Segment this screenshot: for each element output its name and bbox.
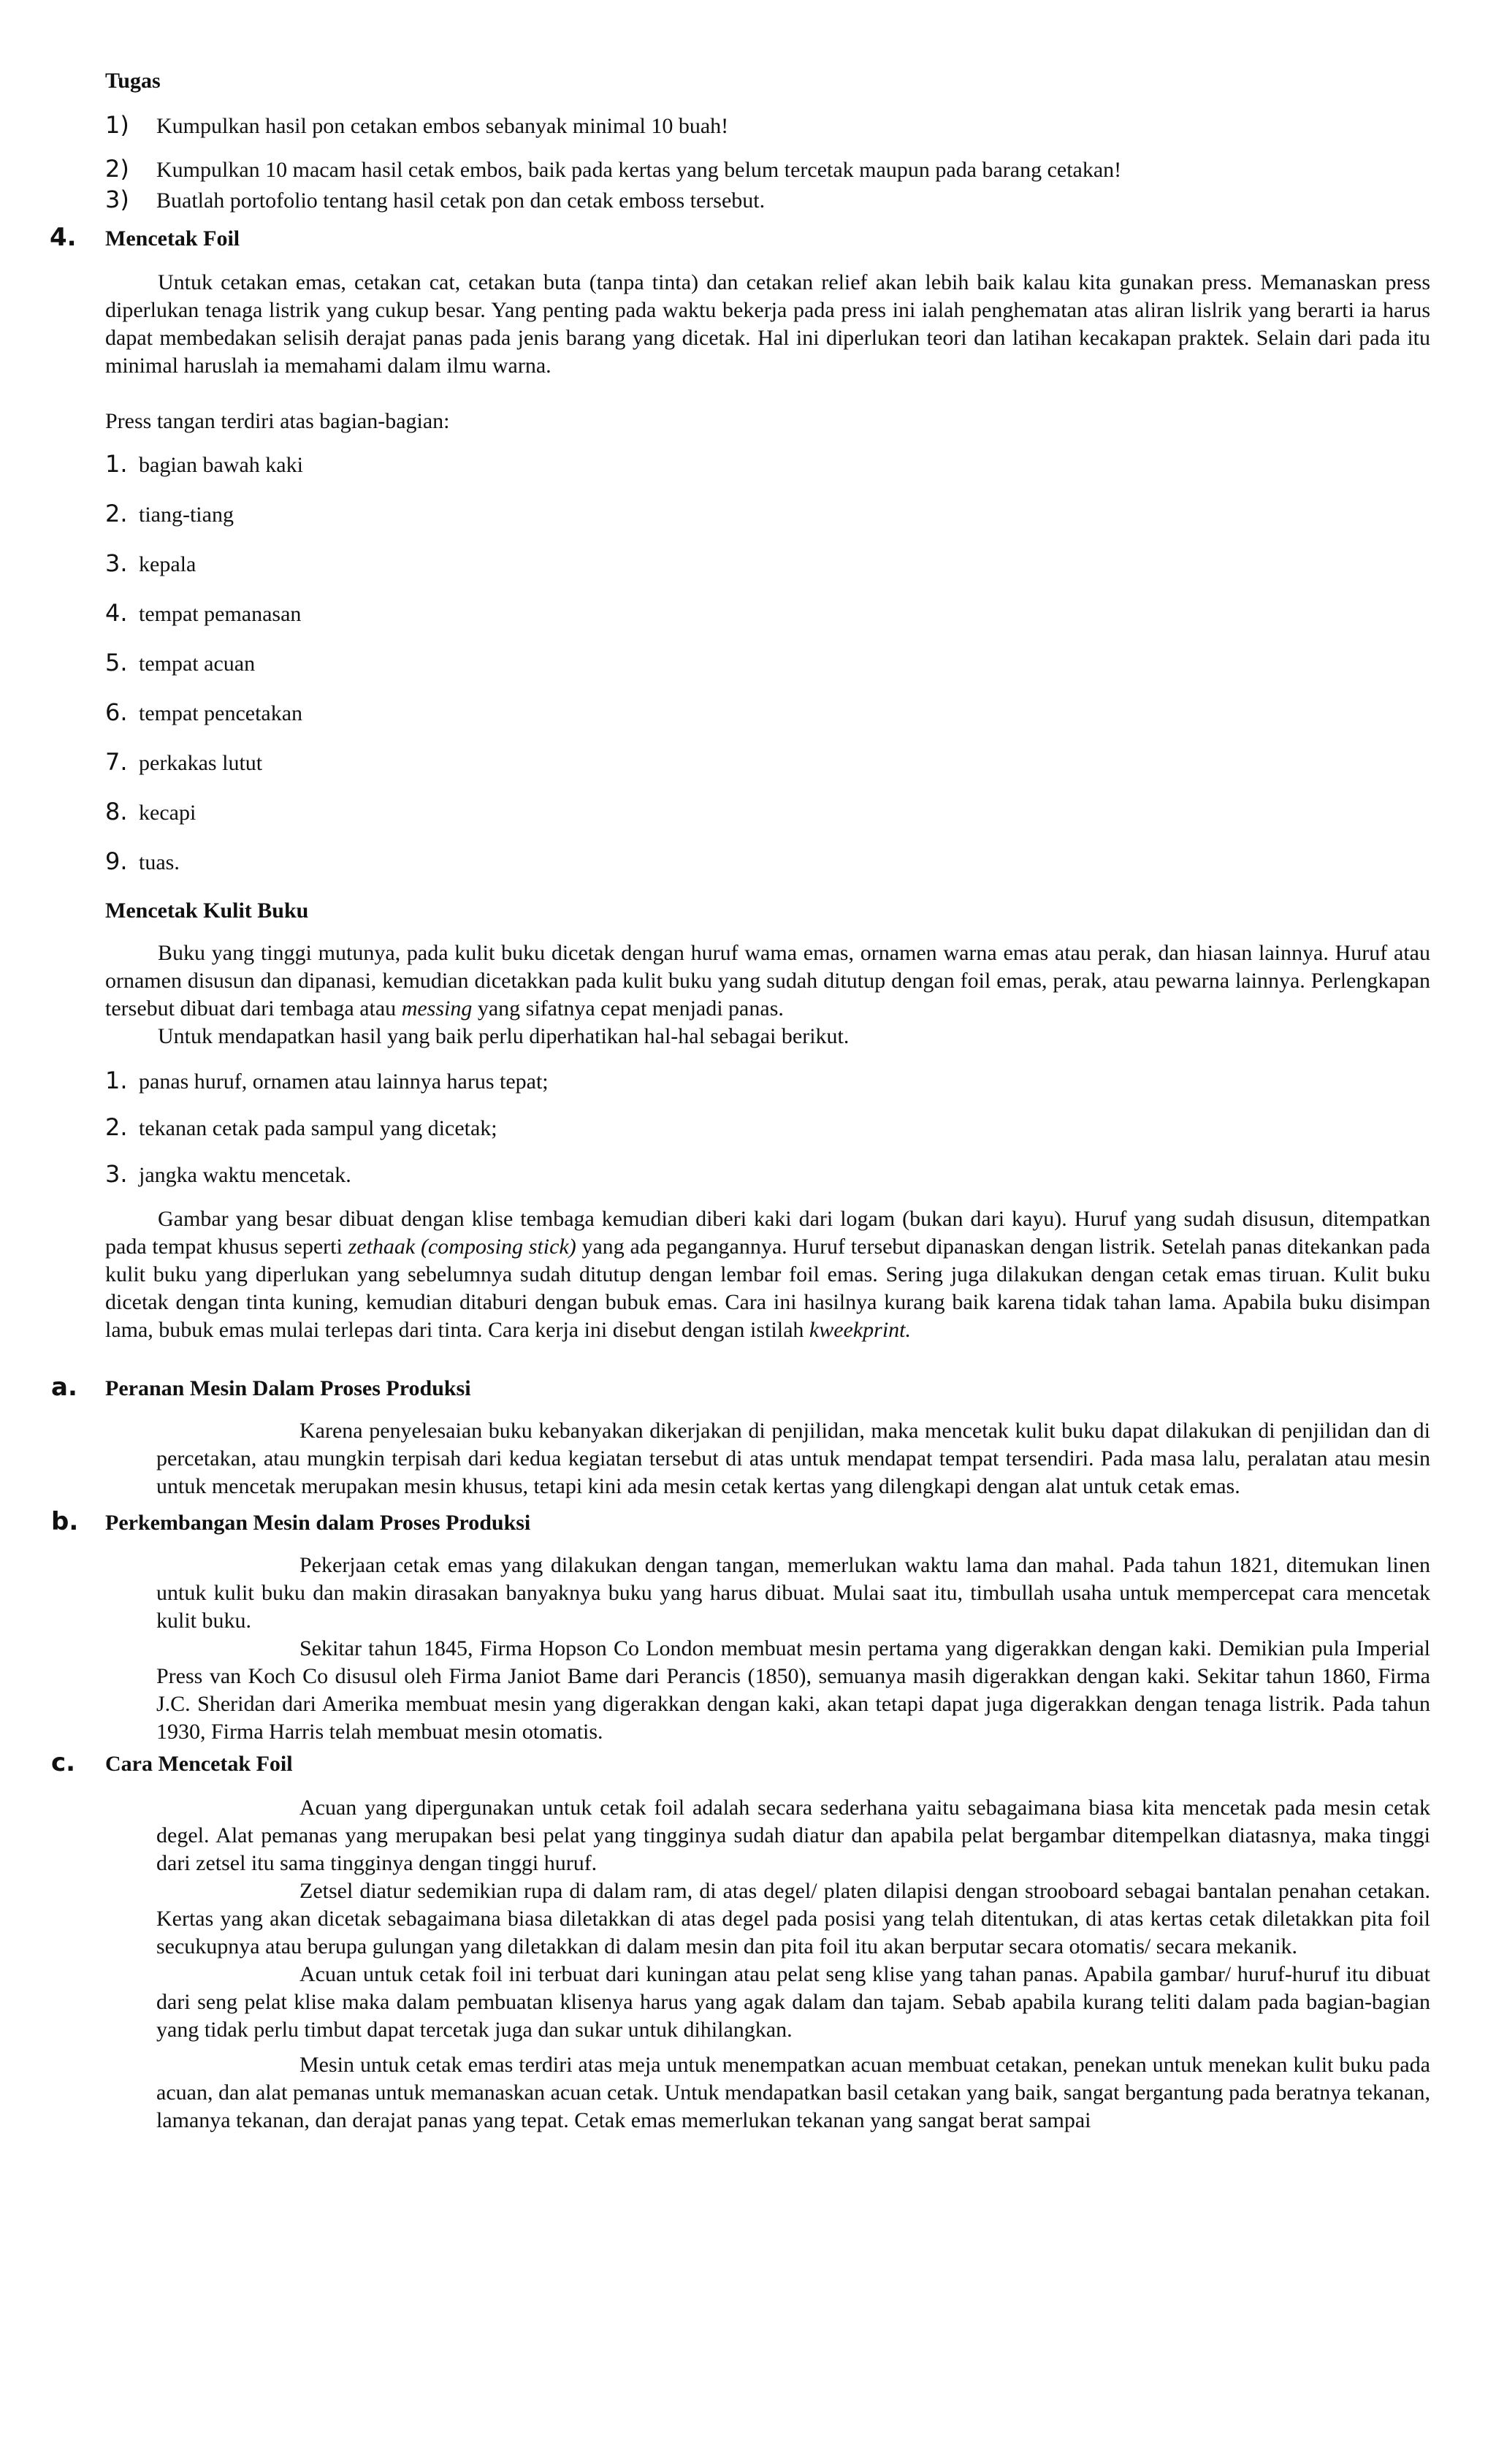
list-number: 3. [105, 549, 128, 577]
subsection-number: a. [51, 1373, 77, 1402]
list-number: 2. [105, 1113, 128, 1141]
list-text: tempat pemanasan [139, 602, 302, 626]
tugas-item-text: Kumpulkan 10 macam hasil cetak embos, baik pada kertas yang belum tercetak maupun pada barang cetakan! [156, 158, 1122, 182]
foil-paragraph: Untuk cetakan emas, cetakan cat, cetakan buta (tanpa tinta) dan cetakan relief akan lebih baik kalau kita gunakan press. Memanaskan press diperlukan tenaga listrik yang cukup besar. Yang penting pada waktu bekerja pada press ini ialah penghematan atas aliran lislrik yang berarti ia harus dapat membedakan selisih derajat panas pada jenis barang yang dicetak. Hal ini diperlukan teori dan latihan kecakapan praktek. Selain dari pada itu minimal haruslah ia memahami dalam ilmu warna. [105, 270, 1430, 378]
section-heading-foil [50, 223, 1430, 253]
kulit-p1-emphasis: messing [401, 996, 473, 1021]
press-parts-list [105, 450, 1430, 877]
list-item [105, 450, 1430, 479]
list-number: 7. [105, 748, 128, 776]
list-text: perkakas lutut [139, 751, 263, 775]
list-number: 9. [105, 847, 128, 875]
list-item [105, 1067, 1430, 1096]
list-text: tempat pencetakan [139, 701, 303, 725]
kulit-heading: Mencetak Kulit Buku [105, 899, 309, 923]
paragraph: Acuan untuk cetak foil ini terbuat dari kuningan atau pelat seng klise yang tahan panas. Apabila gambar/ huruf-huruf itu dibuat dari seng pelat klise maka dalam pembuatan klisenya harus yang agak dalam dan tajam. Sebab apabila kurang teliti dalam pada bagian-bagian yang tidak perlu timbut dapat tercetak juga dan sukar untuk dihilangkan. [156, 1962, 1430, 2042]
tugas-item [105, 155, 1430, 184]
list-number: 3. [105, 1160, 128, 1188]
list-number: 2. [105, 500, 128, 527]
list-text: tekanan cetak pada sampul yang dicetak; [139, 1116, 497, 1140]
list-number: 6. [105, 698, 128, 726]
list-item [105, 798, 1430, 827]
section-number: 4. [50, 223, 77, 252]
list-item [105, 1113, 1430, 1143]
subsection-body-c [156, 1794, 1430, 2135]
list-number: 8. [105, 798, 128, 825]
list-item [105, 500, 1430, 529]
list-text: panas huruf, ornamen atau lainnya harus tepat; [139, 1069, 549, 1094]
kulit-p3-emphasis-end: kweekprint. [809, 1318, 912, 1342]
list-item [105, 748, 1430, 777]
paragraph: Karena penyelesaian buku kebanyakan dikerjakan di penjilidan, maka mencetak kulit buku dapat dilakukan di penjilidan dan di percetakan, atau mungkin terpisah dari kedua kegiatan tersebut di atas untuk mendapat tempat tersendiri. Pada masa lalu, peralatan atau mesin untuk mencetak merupakan mesin khusus, tetapi kini ada mesin cetak kertas yang dilengkapi dengan alat untuk cetak emas. [156, 1419, 1430, 1498]
subsection-title: Peranan Mesin Dalam Proses Produksi [105, 1376, 471, 1400]
kulit-paragraph [105, 939, 1430, 1023]
tugas-item-text: Buatlah portofolio tentang hasil cetak pon dan cetak emboss tersebut. [156, 188, 766, 213]
list-item [105, 599, 1430, 628]
list-number: 5. [105, 649, 128, 676]
paragraph: Acuan yang dipergunakan untuk cetak foil adalah secara sederhana yaitu sebagaimana biasa kita mencetak pada mesin cetak degel. Alat pemanas yang merupakan besi pelat yang tingginya sudah diatur dan apabila pelat bergambar ditempelkan diatasnya, maka tinggi dari zetsel itu sama tingginya dengan tinggi huruf. [156, 1796, 1430, 1875]
kulit-p1-text: Buku yang tinggi mutunya, pada kulit buku dicetak dengan huruf wama emas, ornamen warna emas atau perak, dan hiasan lainnya. Huruf atau ornamen disusun dan dipanasi, kemudian dicetakkan pada kulit buku yang sudah ditutup dengan foil emas, perak, atau pewarna lainnya. Perlengkapan tersebut dibuat dari tembaga atau [105, 941, 1430, 1021]
list-text: jangka waktu mencetak. [139, 1163, 351, 1187]
subsection-number: b. [51, 1507, 79, 1536]
tugas-heading: Tugas [105, 69, 161, 93]
list-item [105, 649, 1430, 678]
kulit-p3-text: Gambar yang besar dibuat dengan klise tembaga kemudian diberi kaki dari logam (bukan dari kayu). Huruf yang sudah disusun, ditempatkan pada tempat khusus seperti [105, 1207, 1430, 1259]
kulit-paragraph: Untuk mendapatkan hasil yang baik perlu diperhatikan hal-hal sebagai berikut. [158, 1024, 850, 1048]
subsection-body-b [156, 1552, 1430, 1746]
subsection-number: c. [51, 1748, 76, 1777]
subsection-body-a [156, 1417, 1430, 1500]
list-item [105, 549, 1430, 579]
kulit-p1-text-end: yang sifatnya cepat menjadi panas. [472, 996, 784, 1021]
paragraph: Zetsel diatur sedemikian rupa di dalam ram, di atas degel/ platen dilapisi dengan strooboard sebagai bantalan penahan cetakan. Kertas yang akan dicetak sebagaimana biasa diletakkan di atas degel pada posisi yang telah ditentukan, di atas kertas cetak diletakkan pita foil secukupnya atau berupa gulungan yang diletakkan di dalam mesin dan pita foil itu akan berputar secara otomatis/ secara mekanik. [156, 1879, 1430, 1958]
subsection-heading-b [51, 1508, 1430, 1537]
paragraph: Mesin untuk cetak emas terdiri atas meja untuk menempatkan acuan membuat cetakan, penekan untuk menekan kulit buku pada acuan, dan alat pemanas untuk memanaskan acuan cetak. Untuk mendapatkan basil cetakan yang baik, sangat bergantung pada beratnya tekanan, lamanya tekanan, dan derajat panas yang tepat. Cetak emas memerlukan tekanan yang sangat berat sampai [156, 2053, 1430, 2132]
subsection-title: Cara Mencetak Foil [105, 1752, 293, 1776]
tugas-item-number: 2) [105, 155, 129, 183]
list-number: 1. [105, 1067, 128, 1094]
list-text: bagian bawah kaki [139, 453, 303, 477]
list-number: 4. [105, 599, 128, 627]
tugas-item-number: 3) [105, 186, 129, 213]
kulit-p3-text-mid: yang ada pegangannya. Huruf tersebut dipanaskan dengan listrik. Setelah panas ditekankan pada kulit buku yang diperlukan yang sebelumnya sudah ditutup dengan lembar foil emas. Sering juga dilakukan dengan cetak emas tiruan. Kulit buku dicetak dengan tinta kuning, kemudian ditaburi dengan bubuk emas. Cara ini hasilnya kurang baik karena tidak tahan lama. Apabila buku disimpan lama, bubuk emas mulai terlepas dari tinta. Cara kerja ini disebut dengan istilah [105, 1235, 1430, 1342]
tugas-item-text: Kumpulkan hasil pon cetakan embos sebanyak minimal 10 buah! [156, 114, 729, 138]
tugas-item-number: 1) [105, 111, 129, 139]
list-text: tuas. [139, 850, 180, 874]
subsection-heading-a [51, 1373, 1430, 1403]
press-intro: Press tangan terdiri atas bagian-bagian: [105, 409, 450, 433]
tugas-item [105, 186, 1430, 215]
subsection-title: Perkembangan Mesin dalam Proses Produksi [105, 1511, 531, 1535]
paragraph: Sekitar tahun 1845, Firma Hopson Co London membuat mesin pertama yang digerakkan dengan kaki. Demikian pula Imperial Press van Koch Co disusul oleh Firma Janiot Bame dari Perancis (1850), semuanya masih digerakkan dengan kaki. Sekitar tahun 1860, Firma J.C. Sheridan dari Amerika membuat mesin yang digerakkan dengan kaki, akan tetapi dapat juga digerakkan dengan tenaga listrik. Pada tahun 1930, Firma Harris telah membuat mesin otomatis. [156, 1636, 1430, 1744]
list-text: kecapi [139, 801, 196, 825]
list-number: 1. [105, 450, 128, 478]
kulit-list [105, 1067, 1430, 1189]
list-text: tiang-tiang [139, 503, 234, 527]
list-item [105, 698, 1430, 728]
list-text: tempat acuan [139, 652, 256, 676]
subsection-heading-c [51, 1749, 1430, 1778]
list-text: kepala [139, 552, 196, 576]
paragraph: Pekerjaan cetak emas yang dilakukan dengan tangan, memerlukan waktu lama dan mahal. Pada tahun 1821, ditemukan linen untuk kulit buku dan makin dirasakan banyaknya buku yang harus dibuat. Mulai saat itu, timbullah usaha untuk mempercepat cara mencetak kulit buku. [156, 1553, 1430, 1633]
list-item [105, 1160, 1430, 1189]
list-item [105, 847, 1430, 877]
kulit-p3-emphasis: zethaak (composing stick) [348, 1235, 576, 1259]
tugas-item [105, 111, 1430, 140]
kulit-paragraph [105, 1205, 1430, 1344]
section-title: Mencetak Foil [105, 226, 240, 251]
